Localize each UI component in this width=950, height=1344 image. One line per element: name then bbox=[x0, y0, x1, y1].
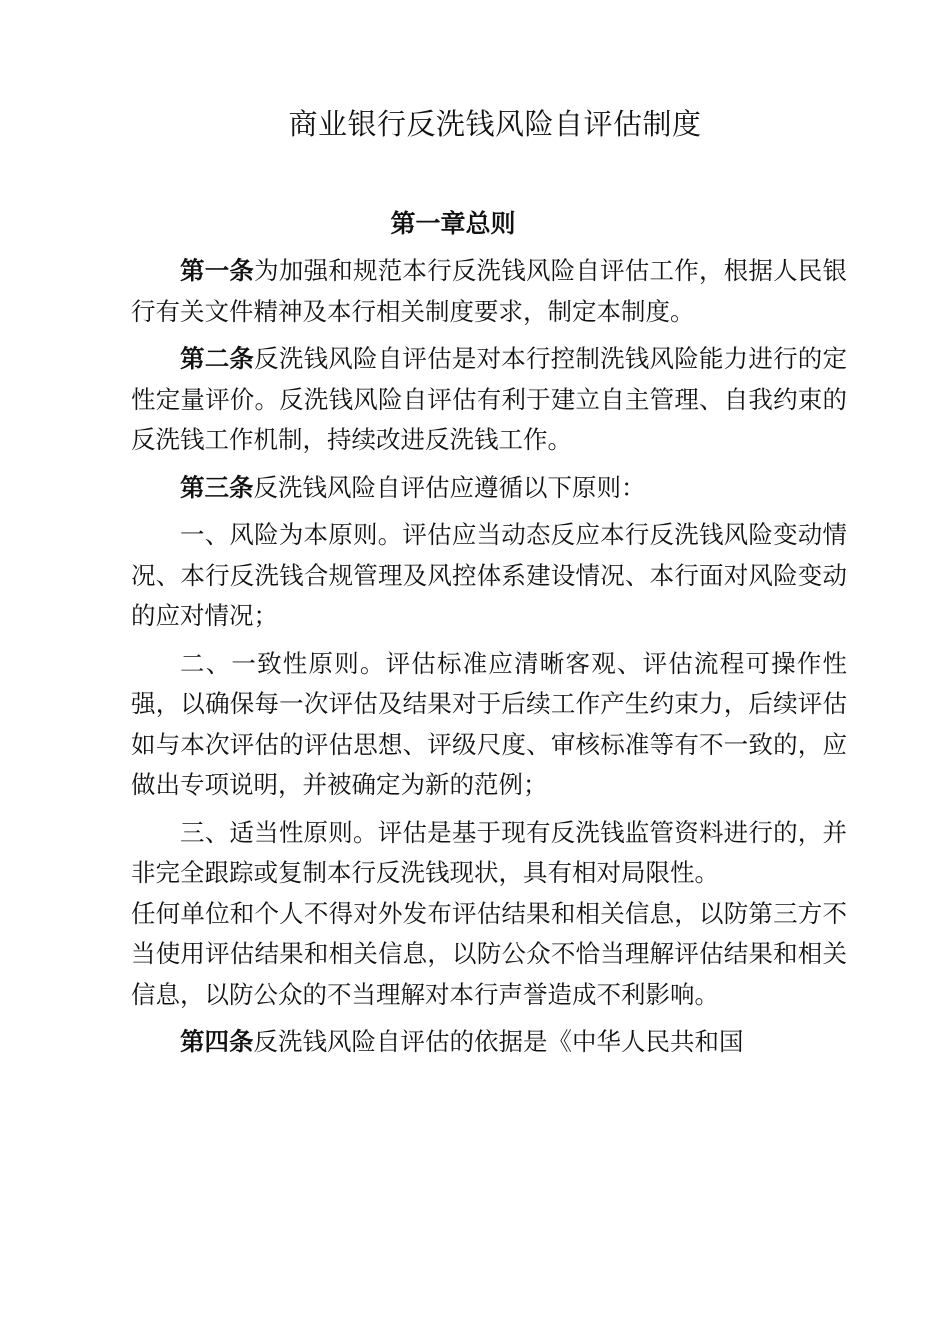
disclosure-paragraph bbox=[131, 894, 847, 1016]
article-4 bbox=[131, 1022, 847, 1063]
principle-2 bbox=[131, 644, 847, 806]
document-body bbox=[131, 251, 847, 1070]
principle-text: 一、风险为本原则。评估应当动态反应本行反洗钱风险变动情况、本行反洗钱合规管理及风控体系建设情况、本行面对风险变动的应对情况； bbox=[131, 520, 847, 630]
chapter-heading: 第一章总则 bbox=[390, 209, 516, 238]
article-label: 第一条 bbox=[180, 256, 255, 285]
paragraph-text: 任何单位和个人不得对外发布评估结果和相关信息，以防第三方不当使用评估结果和相关信息，以防公众不恰当理解评估结果和相关信息，以防公众的不当理解对本行声誉造成不利影响。 bbox=[131, 898, 847, 1009]
article-text: 为加强和规范本行反洗钱风险自评估工作，根据人民银行有关文件精神及本行相关制度要求，制定本制度。 bbox=[131, 256, 848, 326]
principle-1 bbox=[131, 515, 847, 637]
article-label: 第三条 bbox=[180, 472, 254, 502]
article-label: 第二条 bbox=[180, 344, 255, 373]
document-title: 商业银行反洗钱风险自评估制度 bbox=[288, 107, 702, 141]
article-text: 反洗钱风险自评估的依据是《中华人民共和国 bbox=[253, 1027, 744, 1056]
article-1 bbox=[131, 251, 847, 332]
article-3 bbox=[131, 468, 847, 509]
principle-3 bbox=[131, 813, 847, 894]
article-label: 第四条 bbox=[180, 1027, 254, 1056]
article-text: 反洗钱风险自评估应遵循以下原则： bbox=[253, 472, 646, 502]
article-2 bbox=[131, 339, 847, 461]
principle-text: 二、一致性原则。评估标准应清晰客观、评估流程可操作性强，以确保每一次评估及结果对于后续工作产生约束力，后续评估如与本次评估的评估思想、评级尺度、审核标准等有不一致的，应做出专项说明，并被确定为新的范例； bbox=[131, 648, 847, 799]
article-text: 反洗钱风险自评估是对本行控制洗钱风险能力进行的定性定量评价。反洗钱风险自评估有利于建立自主管理、自我约束的反洗钱工作机制，持续改进反洗钱工作。 bbox=[131, 344, 848, 454]
principle-text: 三、适当性原则。评估是基于现有反洗钱监管资料进行的，并非完全跟踪或复制本行反洗钱现状，具有相对局限性。 bbox=[131, 817, 847, 887]
